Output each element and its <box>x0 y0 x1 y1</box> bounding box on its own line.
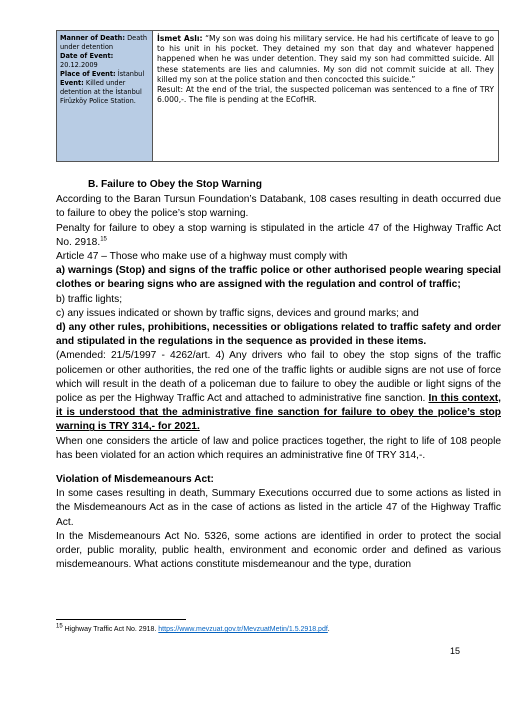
place-value: İstanbul <box>117 70 145 78</box>
footnote-divider <box>56 619 186 620</box>
case-metadata-cell <box>57 31 153 161</box>
footnote-link[interactable]: https://www.mevzuat.gov.tr/MevzuatMetin/1.5.2918.pdf <box>158 626 328 633</box>
manner-value: Death under detention <box>60 34 148 51</box>
manner-label: Manner of Death: <box>60 34 125 42</box>
paragraph: Article 47 – Those who make use of a highway must comply with <box>56 251 348 263</box>
spacer <box>56 463 501 473</box>
list-item-a: a) warnings (Stop) and signs of the traffic police or other authorised people wearing special clothes or bearing signs who are assigned with the regulation and control of traffic; <box>56 265 501 291</box>
paragraph: In some cases resulting in death, Summary Executions occurred due to some actions as listed in the Misdemeanours Act as in the case of actions as listed in the article 47 of the Highway Traffic Act. <box>56 488 501 528</box>
case-table <box>56 30 499 162</box>
paragraph <box>56 349 501 434</box>
event-value: Killed under detention at the İstanbul Firüzköy Police Station. <box>60 79 142 105</box>
date-value: 20.12.2009 <box>60 61 98 69</box>
list-item-c: c) any issues indicated or shown by traffic signs, devices and ground marks; and <box>56 307 419 319</box>
paragraph <box>56 222 501 250</box>
amended-text: (Amended: 21/5/1997 - 4262/art. 4) Any drivers who fail to obey the stop signs of the traffic policemen or other authorities, the red one of the traffic lights or audible signs are not use of force which will result in the death of a policeman due to failure to obey the audible or light signs of the police as per the Highway Traffic Act and attached to administrative fine sanction. <box>56 350 501 405</box>
paragraph: According to the Baran Tursun Foundation’s Databank, 108 cases resulting in death occurred due to failure to obey the police’s stop warning. <box>56 194 501 220</box>
footnote-number: 15 <box>56 623 63 630</box>
list-item-d: d) any other rules, prohibitions, necessities or obligations related to traffic safety and order and stipulated in the regulations in the sequence as provided in these items. <box>56 322 501 348</box>
main-content <box>56 178 501 572</box>
case-statement-cell <box>153 31 498 161</box>
footnote-end: . <box>327 626 330 633</box>
date-label: Date of Event: <box>60 52 114 60</box>
paragraph: When one considers the article of law and police practices together, the right to life of 108 people has been violated for an action which requires an administrative fine 0f TRY 314,-. <box>56 435 501 461</box>
result-text: Result: At the end of the trial, the suspected policeman was sentenced to a fine of TRY 6.000,-. The file is pending at the ECofHR. <box>157 85 494 105</box>
speaker-name: İsmet Aslı: <box>157 34 203 43</box>
amended-emphasis: In this context, it is understood that the administrative fine sanction for failure to obey the police’s stop warning is TRY 314,- for 2021. <box>56 393 501 433</box>
statement-text: “My son was doing his military service. He had his certificate of leave to go to his unit in his pocket. They detained my son that day and whatever happened happened when he was under detention. They said my son had committed suicide. All these statements are lies and calumnies. My son did not commit suicide at all. They killed my son at the police station and then concocted this suicide.” <box>157 34 495 84</box>
place-label: Place of Event: <box>60 70 116 78</box>
paragraph-text: Penalty for failure to obey a stop warning is stipulated in the article 47 of the Highway Traffic Act No. 2918. <box>56 222 501 248</box>
list-item-b: b) traffic lights; <box>56 293 123 305</box>
page-number: 15 <box>449 646 460 656</box>
section-heading-b: B. Failure to Obey the Stop Warning <box>88 179 262 190</box>
paragraph: In the Misdemeanours Act No. 5326, some actions are identified in order to protect the social order, public morality, public health, environment and economic order and defined as various misdemeanours. What actions constitute misdemeanour and the type, duration <box>56 530 501 571</box>
footnote-ref[interactable]: 15 <box>100 236 107 243</box>
footnote <box>56 625 330 634</box>
section-heading-misdemeanours: Violation of Misdemeanours Act: <box>56 474 214 486</box>
event-label: Event: <box>60 79 84 87</box>
footnote-text: Highway Traffic Act No. 2918. <box>62 626 159 633</box>
